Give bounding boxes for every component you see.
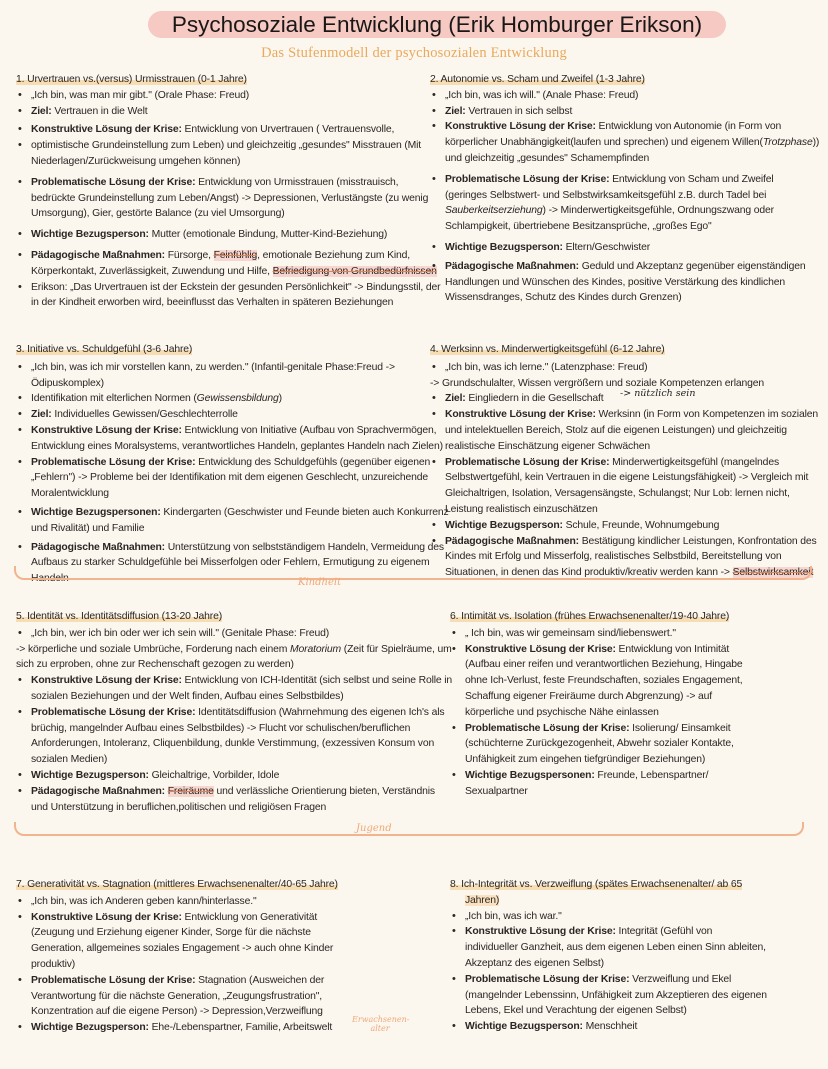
list-item: • Wichtige Bezugsperson: Ehe-/Lebenspartner, Familie, Arbeitswelt	[16, 1020, 436, 1036]
list-item: • „Ich bin, was man mir gibt." (Orale Phase: Freud)	[16, 88, 416, 104]
list-item-cont: Moralentwicklung	[31, 488, 109, 500]
section-7-generativitaet	[16, 877, 436, 1036]
list-item: • Konstruktive Lösung der Krise: Entwicklung von Initiative (Aufbau von Sprachvermögen,	[16, 423, 426, 439]
list-item-cont: Unfähigkeit zum eingehen tiefgründiger Beziehungen)	[465, 754, 706, 766]
list-item-cont: sozialen Beziehungen und der Welt finden, Aufbau eines Selbstbildes)	[31, 690, 344, 702]
list-item-cont: Verantwortung für die nächste Generation, „Zeugungsfrustration",	[31, 990, 322, 1002]
list-item-cont: Aufbaus zu starker Schuldgefühle bei Misserfolgen oder Fehlern, Ermutigung zu eigenem	[31, 557, 430, 569]
list-item: • „Ich bin, was ich war."	[450, 909, 825, 925]
list-item-cont: Niederlagen/Zurückweisung umgehen können)	[31, 155, 241, 167]
list-item-arrow: -> Grundschulalter, Wissen vergrößern und soziale Kompetenzen erlangen	[430, 377, 765, 389]
list-item: • Ziel: Vertrauen in die Welt	[16, 104, 416, 120]
list-item: • „Ich bin, was ich lerne." (Latenzphase: Freud)	[430, 360, 825, 376]
list-item-cont: Anforderungen, Intoleranz, Cliquenbildung, dunkle Verstimmung, (exzessiven Konsum von	[31, 738, 435, 750]
list-item: • Konstruktive Lösung der Krise: Entwicklung von ICH-Identität (sich selbst und seine Rolle in	[16, 673, 446, 689]
list-item-cont: produktiv)	[31, 958, 76, 970]
list-item-cont: Umsorgung), Gier, gestörte Balance (zu viel Umsorgung)	[31, 208, 285, 220]
list-item: • „Ich bin, was ich mir vorstellen kann, zu werden." (Infantil-genitale Phase:Freud ->	[16, 360, 426, 376]
section-2-autonomie	[430, 72, 825, 306]
list-item-cont: (Zeugung und Erziehung eigener Kinder, Sorge für die nächste	[31, 927, 311, 939]
list-item: • Wichtige Bezugspersonen: Freunde, Lebenspartner/	[450, 768, 825, 784]
list-item-cont: Lebens, Ekel und Verachtung der eigenen Selbst)	[465, 1005, 687, 1017]
list-item-cont: Selbstwertgefühl, kein Vertrauen in die eigene Leistungsfähigkeit) -> Vergleich mit	[445, 472, 809, 484]
list-item: • „Ich bin, wer ich bin oder wer ich sein will." (Genitale Phase: Freud)	[16, 626, 446, 642]
list-item: • Wichtige Bezugsperson: Menschheit	[450, 1019, 825, 1035]
section-1-urvertrauen	[16, 72, 441, 311]
list-item: • Ziel: Individuelles Gewissen/Geschlechterrolle	[16, 407, 426, 423]
list-item-cont: und gleichzeitig „gesundes" Schamempfinden	[445, 152, 650, 164]
list-item-cont: in der Kindheit erworben wird, beeinflusst das Verhalten in späteren Beziehungen	[31, 297, 394, 309]
list-item-cont: Gleichaltrigen, Isolation, Versagensängste, Schulangst; Nur Lob: lernen nicht,	[445, 488, 790, 500]
list-item-cont: Wissensdranges, Schutz des Kindes durch Grenzen)	[445, 292, 682, 304]
list-item: • Wichtige Bezugsperson: Gleichaltrige, Vorbilder, Idole	[16, 768, 446, 784]
section-5-identitaet	[16, 609, 453, 815]
list-item-cont: Schlampigkeit, übertriebene Besitzansprüche, „großes Ego"	[445, 221, 712, 233]
list-item-cont: realistische Einschätzung eigener Schwächen	[445, 440, 650, 452]
section-3-initiative	[16, 342, 449, 587]
list-item: • Wichtige Bezugspersonen: Kindergarten (Geschwister und Feunde bieten auch Konkurrenz	[16, 505, 426, 521]
list-item-cont: Handlungen und Wünschen des Kindes, positive Verstärkung des kindlichen	[445, 276, 785, 288]
page-subtitle: Das Stufenmodell der psychosozialen Entwicklung	[261, 45, 567, 61]
list-item-cont: (schüchterne Zurückgezogenheit, Abwehr sozialer Kontakte,	[465, 738, 734, 750]
handwritten-note-nuetzlich: -> nützlich sein	[620, 388, 696, 399]
list-item-cont: körperlicher Unabhängigkeit(laufen und sprechen) und eigenem Willen(Trotzphase))	[445, 137, 820, 149]
list-item-cont: Sauberkeitserziehung) -> Minderwertigkeitsgefühle, Ordnungszwang oder	[445, 205, 774, 217]
list-item-cont: und Unterstützung in beruflichen,politischen und religiösen Fragen	[31, 801, 327, 813]
section-6-intimitaet	[450, 609, 825, 800]
list-item-cont: • optimistische Grundeinstellung zum Leben) und gleichzeitig „gesundes" Misstrauen (Mit	[16, 138, 416, 154]
list-item-cont: sich zu erproben, ohne zur Rechenschaft gezogen zu werden)	[16, 659, 294, 671]
list-item: • Pädagogische Maßnahmen: Fürsorge, Feinfühlig, emotionale Beziehung zum Kind,	[16, 248, 416, 264]
list-item-cont: sozialen Medien)	[31, 754, 108, 766]
page-title: Psychosoziale Entwicklung (Erik Homburger Erikson)	[171, 12, 703, 37]
list-item: • Wichtige Bezugsperson: Eltern/Geschwister	[430, 240, 825, 256]
list-item: • Konstruktive Lösung der Krise: Integrität (Gefühl von	[450, 924, 825, 940]
list-item: • Problematische Lösung der Krise: Minderwertigkeitsgefühl (mangelndes	[430, 455, 825, 471]
list-item: • „Ich bin, was ich will." (Anale Phase: Freud)	[430, 88, 825, 104]
list-item: • „ Ich bin, was wir gemeinsam sind/liebenswert."	[450, 626, 825, 642]
list-item: • Konstruktive Lösung der Krise: Werksinn (in Form von Kompetenzen im sozialen	[430, 407, 825, 423]
label-erwachsenenalter: Erwachsenen-alter	[352, 1015, 410, 1033]
kindheit-brace	[14, 566, 812, 580]
list-item-cont: Kindes mit Erfolg und Misserfolg, realistisches Selbstbild, Bereitstellung von	[445, 551, 782, 563]
list-item: • Pädagogische Maßnahmen: Geduld und Akzeptanz gegenüber eigenständigen	[430, 259, 825, 275]
list-item: • Konstruktive Lösung der Krise: Entwicklung von Generativität	[16, 910, 436, 926]
list-item: • Konstruktive Lösung der Krise: Entwicklung von Urvertrauen ( Vertrauensvolle,	[16, 122, 416, 138]
list-item: • Problematische Lösung der Krise: Stagnation (Ausweichen der	[16, 973, 436, 989]
page-title-banner	[148, 9, 726, 40]
section-4-werksinn	[430, 342, 825, 581]
list-item: • Konstruktive Lösung der Krise: Entwicklung von Intimität	[450, 642, 825, 658]
list-item-cont: ohne Ich-Verlust, feste Freundschaften, soziales Engagement,	[465, 675, 743, 687]
list-item-cont: und intelektuellen Bereich, Stolz auf die eigenen Leistungen) und gleichzeitig	[445, 424, 787, 436]
list-item-cont: Schaffung eigener Freiräume durch Abgrenzung) -> auf	[465, 690, 713, 702]
list-item: • Problematische Lösung der Krise: Isolierung/ Einsamkeit	[450, 721, 825, 737]
section-heading: 2. Autonomie vs. Scham und Zweifel (1-3 Jahre)	[430, 74, 645, 85]
list-item: • Problematische Lösung der Krise: Entwicklung von Scham und Zweifel	[430, 172, 825, 188]
section-8-integritaet	[450, 877, 825, 1035]
list-item-cont: Generation, allgemeines soziales Engagement -> auch ohne Kinder	[31, 943, 334, 955]
section-heading: 8. Ich-Integrität vs. Verzweiflung (spätes Erwachsenenalter/ ab 65	[450, 879, 743, 890]
list-item: • Ziel: Vertrauen in sich selbst	[430, 104, 825, 120]
section-heading: 5. Identität vs. Identitätsdiffusion (13-20 Jahre)	[16, 611, 223, 622]
section-heading: 1. Urvertrauen vs.(versus) Urmisstrauen (0-1 Jahre)	[16, 74, 247, 85]
list-item-cont: Ödipuskomplex)	[31, 377, 104, 389]
list-item: • Problematische Lösung der Krise: Entwicklung von Urmisstrauen (misstrauisch,	[16, 175, 416, 191]
list-item-cont: individueller Ganzheit, aus dem eigenen Leben einen Sinn ableiten,	[465, 942, 766, 954]
list-item-cont: brüchig, mangelnder Aufbau eines Selbstbildes) -> Flucht vor schulischen/beruflichen	[31, 722, 411, 734]
list-item-cont: (Aufbau einer reifen und verantwortlichen Beziehung, Hingabe	[465, 659, 743, 671]
list-item: • Pädagogische Maßnahmen: Freiräume und verlässliche Orientierung bieten, Verständnis	[16, 784, 446, 800]
list-item-cont: „Fehlern") -> Probleme bei der Identifikation mit dem eigenen Geschlecht, unzureichende	[31, 472, 428, 484]
list-item-cont: Körperkontakt, Zuverlässigkeit, Zuwendung und Hilfe, Befriedigung von Grundbedürfnissen	[31, 265, 437, 277]
list-item: • Konstruktive Lösung der Krise: Entwicklung von Autonomie (in Form von	[430, 119, 825, 135]
list-item-cont: Situationen, in denen das Kind produktiv/kreativ werden kann -> Selbstwirksamkeit	[445, 567, 814, 579]
list-item: • Problematische Lösung der Krise: Identitätsdiffusion (Wahrnehmung des eigenen Ich's als	[16, 705, 446, 721]
section-heading: 4. Werksinn vs. Minderwertigkeitsgefühl (6-12 Jahre)	[430, 344, 665, 355]
section-heading: 6. Intimität vs. Isolation (frühes Erwachsenenalter/19-40 Jahre)	[450, 611, 730, 622]
list-item-cont: körperliche und psychische Nähe einlassen	[465, 706, 659, 718]
section-heading: 3. Initiative vs. Schuldgefühl (3-6 Jahre)	[16, 344, 193, 355]
list-item-cont: bedrückte Grundeinstellung zum Leben/Angst) -> Depressionen, Verlustängste (zu wenig	[31, 192, 429, 204]
list-item-cont: (mangelnder Lebenssinn, Unfähigkeit zum Akzeptieren des eigenen	[465, 989, 767, 1001]
label-kindheit: Kindheit	[298, 577, 342, 588]
list-item-cont: (geringes Selbstwert- und Selbstwirksamkeitsgefühl z.B. durch Tadel bei	[445, 189, 767, 201]
list-item-arrow: -> körperliche und soziale Umbrüche, Forderung nach einem Moratorium (Zeit für Spielräume, um	[16, 643, 452, 655]
list-item-cont: Akzeptanz des eigenen Selbst)	[465, 957, 604, 969]
section-heading: 7. Generativität vs. Stagnation (mittleres Erwachsenenalter/40-65 Jahre)	[16, 879, 338, 890]
list-item: • Pädagogische Maßnahmen: Unterstützung von selbstständigem Handeln, Vermeidung des	[16, 540, 426, 556]
list-item: • Identifikation mit elterlichen Normen (Gewissensbildung)	[16, 391, 426, 407]
jugend-brace	[14, 822, 804, 836]
list-item-cont: Konzentration auf die eigene Person) -> Depression,Verzweiflung	[31, 1006, 323, 1018]
list-item: • Wichtige Bezugsperson: Mutter (emotionale Bindung, Mutter-Kind-Beziehung)	[16, 227, 416, 243]
list-item: • Erikson: „Das Urvertrauen ist der Eckstein der gesunden Persönlichkeit" -> Bindungsstil, der	[16, 280, 416, 296]
list-item-cont: und Rivalität) und Familie	[31, 522, 145, 534]
list-item: • Pädagogische Maßnahmen: Bestätigung kindlicher Leistungen, Konfrontation des	[430, 534, 825, 550]
list-item: • „Ich bin, was ich Anderen geben kann/hinterlasse."	[16, 894, 436, 910]
list-item: • Problematische Lösung der Krise: Entwicklung des Schuldgefühls (gegenüber eigenen	[16, 455, 426, 471]
list-item-cont: Leistung realistisch einzuschätzen	[445, 503, 598, 515]
list-item-cont: Handeln	[31, 573, 69, 585]
label-jugend: Jugend	[356, 823, 392, 834]
list-item: • Problematische Lösung der Krise: Verzweiflung und Ekel	[450, 972, 825, 988]
list-item: • Wichtige Bezugsperson: Schule, Freunde, Wohnumgebung	[430, 518, 825, 534]
list-item-cont: Sexualpartner	[465, 785, 528, 797]
list-item-cont: Entwicklung eines Moralsystems, verantwortliches Handeln, geplantes Handeln nach Zielen)	[31, 440, 443, 452]
section-heading-cont: Jahren)	[465, 894, 500, 906]
list-item: • Ziel: Eingliedern in die Gesellschaft	[430, 391, 825, 407]
